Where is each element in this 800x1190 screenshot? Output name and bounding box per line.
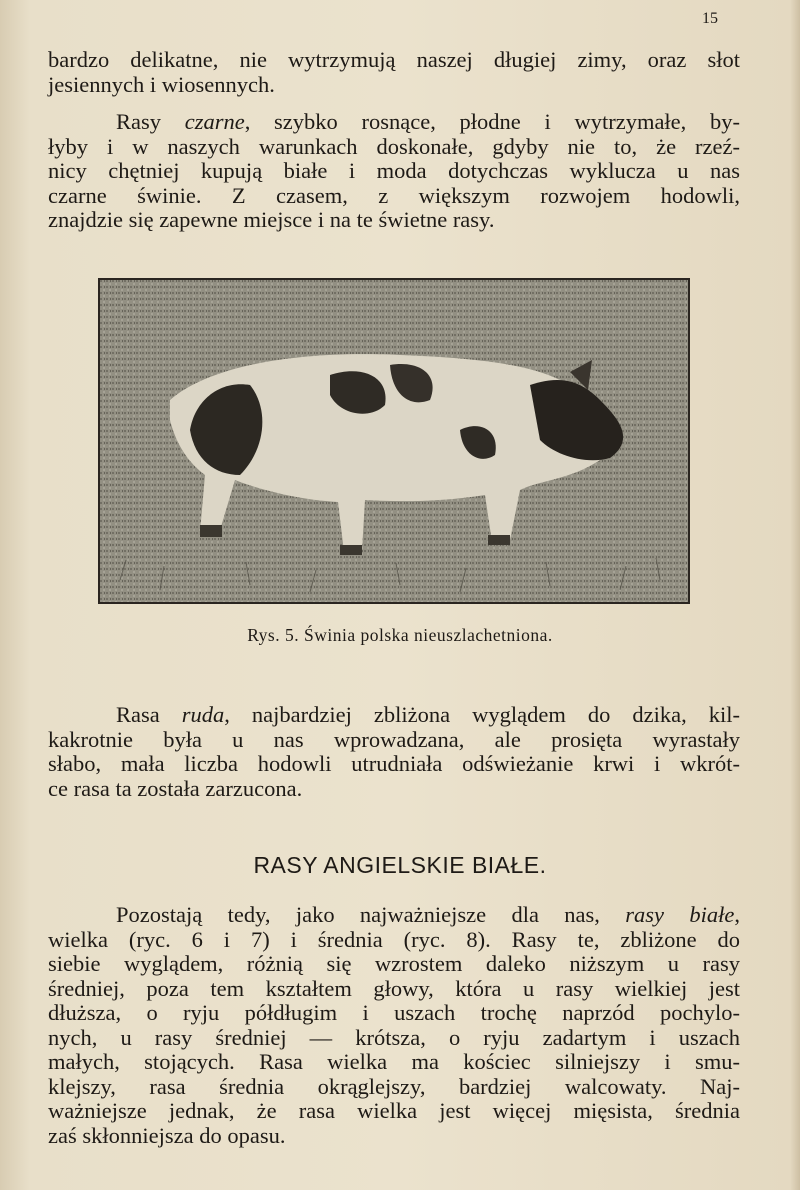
paragraph-2 xyxy=(48,110,740,233)
text-line: bardzo delikatne, nie wytrzymują naszej długiej zimy, oraz słot xyxy=(48,47,740,72)
text-line: jesiennych i wiosennych. xyxy=(48,71,275,97)
text-line: klejszy, rasa średnia okrąglejszy, bardziej walcowaty. Naj- xyxy=(48,1073,740,1099)
text-line: nicy chętniej kupują białe i moda dotychczas wyklucza u nas xyxy=(48,158,740,183)
section-heading: RASY ANGIELSKIE BIAŁE. xyxy=(253,852,547,878)
text-line: Rasy czarne, szybko rosnące, płodne i wytrzymałe, by- xyxy=(116,109,741,134)
italic-term: ruda xyxy=(181,702,225,727)
paragraph-1 xyxy=(48,48,740,97)
text-line: wielka (ryc. 6 i 7) i średnia (ryc. 8). Rasy te, zbliżone do xyxy=(48,926,740,952)
text-line: małych, stojących. Rasa wielka ma kościec silniejszy i smu- xyxy=(48,1049,740,1074)
text-line: słabo, mała liczba hodowli utrudniała odświeżanie krwi i wkrót- xyxy=(48,751,740,776)
text-line: znajdzie się zapewne miejsce i na te świetne rasy. xyxy=(48,207,495,232)
paragraph-4 xyxy=(48,903,740,1148)
text-line: zaś skłonniejsza do opasu. xyxy=(48,1122,286,1148)
pig-photo xyxy=(98,278,690,604)
text-line: dłuższa, o ryju półdługim i uszach trochę naprzód pochylo- xyxy=(48,1000,740,1025)
text-line: Pozostają tedy, jako najważniejsze dla nas, rasy białe, xyxy=(116,902,740,927)
text-line: ce rasa ta została zarzucona. xyxy=(48,775,303,801)
text-line: średniej, poza tem kształtem głowy, która u rasy wielkiej jest xyxy=(48,975,740,1001)
text-line: ważniejsze jednak, że rasa wielka jest więcej mięsista, średnia xyxy=(48,1098,740,1123)
text-line: czarne świnie. Z czasem, z większym rozwojem hodowli, xyxy=(48,182,740,208)
italic-term: czarne xyxy=(184,109,245,134)
text-line: kakrotnie była u nas wprowadzana, ale prosięta wyrastały xyxy=(48,726,740,752)
paragraph-3 xyxy=(48,703,740,801)
figure-caption: Rys. 5. Świnia polska nieuszlachetniona. xyxy=(247,625,553,645)
page-number: 15 xyxy=(702,10,718,27)
text-line: nych, u rasy średniej — krótsza, o ryju zadartym i uszach xyxy=(48,1024,740,1050)
text-line: siebie wyglądem, różnią się wzrostem daleko niższym u rasy xyxy=(48,951,740,976)
text-line: łyby i w naszych warunkach doskonałe, gdyby nie to, że rzeź- xyxy=(48,133,740,159)
italic-term: rasy białe xyxy=(625,902,735,927)
text-line: Rasa ruda, najbardziej zbliżona wyglądem do dzika, kil- xyxy=(116,702,740,727)
